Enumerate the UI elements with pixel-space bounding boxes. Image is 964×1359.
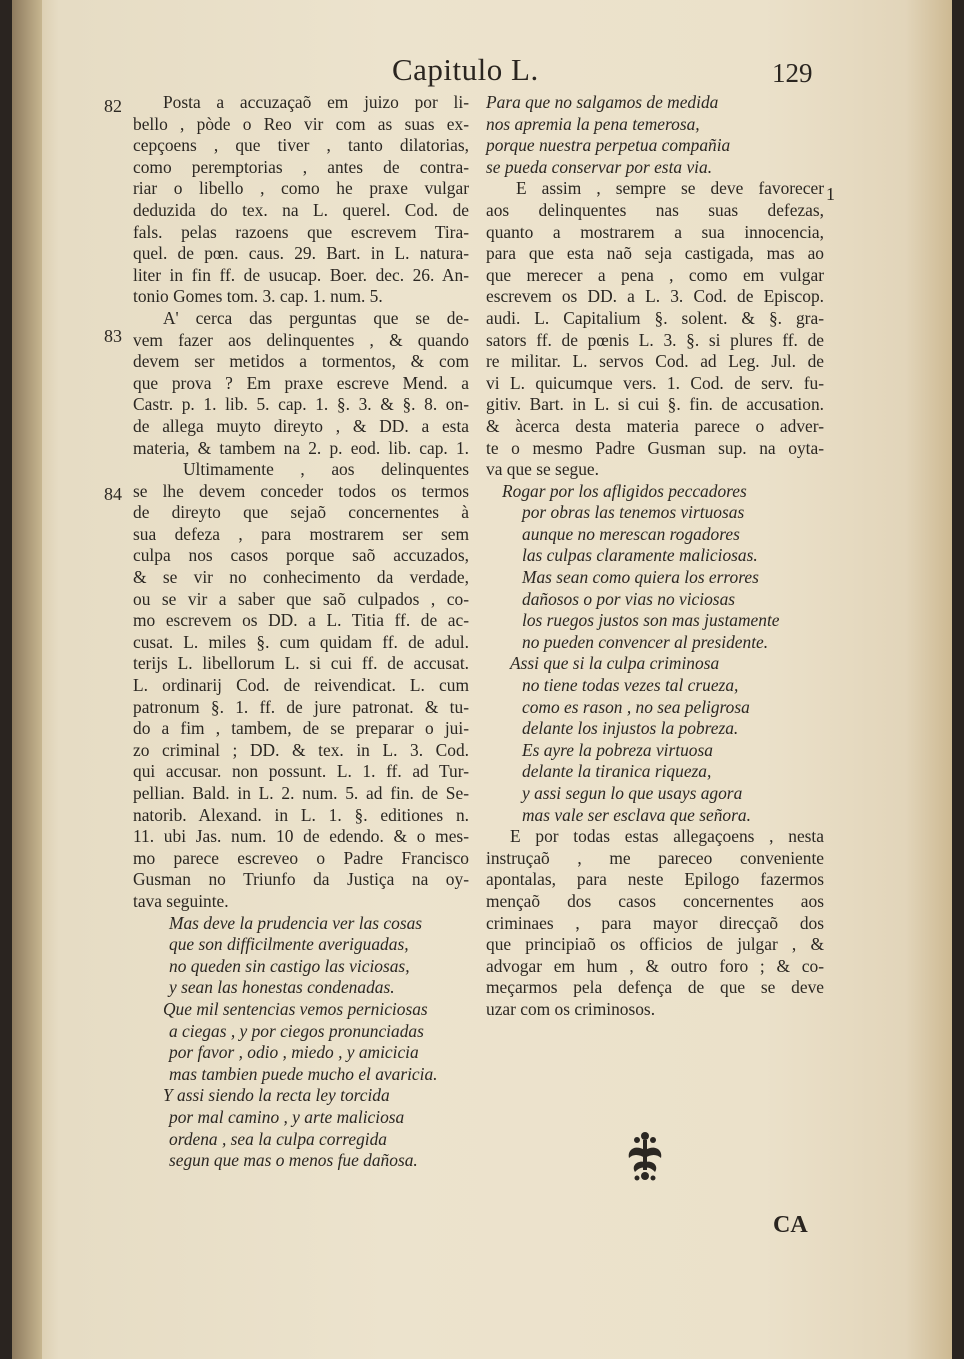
text-line: como peremptorias , antes de contra- [133, 156, 469, 177]
text-line: Ultimamente , aos delinquentes [183, 459, 469, 480]
verse-line: los ruegos justos son mas justamente [522, 610, 780, 631]
verse-line: segun que mas o menos fue dañosa. [169, 1150, 418, 1171]
verse-line: porque nuestra perpetua compañia [486, 135, 731, 156]
text-line: qui accusar. non possunt. L. 1. ff. ad Tur- [133, 761, 469, 782]
text-line: se lhe devem conceder todos os termos [133, 480, 469, 501]
verse-line: a ciegas , y por ciegos pronunciadas [169, 1020, 424, 1041]
verse-line: que son difficilmente averiguadas, [169, 934, 409, 955]
text-line: 11. ubi Jas. num. 10 de edendo. & o mes- [133, 826, 469, 847]
verse-line: las culpas claramente maliciosas. [522, 545, 758, 566]
text-line: de direyto que sejaõ concernentes à [133, 502, 469, 523]
verse-line: aunque no merescan rogadores [522, 523, 740, 544]
text-line: sua defeza , para mostrarem ser sem [133, 523, 469, 544]
text-line: deduzida do tex. na L. querel. Cod. de [133, 199, 469, 220]
verse-line: nos apremia la pena temerosa, [486, 113, 700, 134]
text-line: L. ordinarij Cod. de reivendicat. L. cum [133, 675, 469, 696]
verse-line: Para que no salgamos de medida [486, 92, 719, 112]
text-line: bello , pòde o Reo vir com as suas ex- [133, 113, 469, 134]
verse-line: ordena , sea la culpa corregida [169, 1128, 387, 1149]
verse-line: y sean las honestas condenadas. [169, 977, 395, 998]
text-line: que principiaõ os officios de julgar , & [486, 934, 824, 955]
verse-line: Y assi siendo la recta ley torcida [163, 1085, 390, 1106]
text-line: vem fazer aos delinquentes , & quando [133, 329, 469, 350]
text-line: terijs L. libellorum L. si cui ff. de accusat. [133, 653, 469, 674]
verse-line: Mas sean como quiera los errores [522, 567, 759, 588]
text-line: pellian. Bald. in L. 2. num. 5. ad fin. de Se- [133, 783, 469, 803]
text-line: natorib. Alexand. in L. 1. §. editiones n. [133, 804, 469, 825]
text-line: devem ser metidos a tormentos, & com [133, 351, 469, 372]
text-line: instruçaõ , me pareceo conveniente [486, 847, 824, 868]
text-line: materia, & tambem na 2. p. eod. lib. cap. 1. [133, 437, 469, 458]
right-column [486, 92, 824, 1021]
paragraph-number: 82 [104, 96, 122, 116]
text-line: Posta a accuzaçaõ em juizo por li- [163, 92, 469, 112]
text-line: Gusman no Triunfo da Justiça na oy- [133, 869, 469, 890]
verse-line: delante los injustos la pobreza. [522, 718, 739, 739]
text-line: cepçoens , que tiver , tanto dilatorias, [133, 135, 469, 156]
text-line: & se vir no conhecimento da verdade, [133, 567, 469, 588]
text-line: cusat. L. miles §. cum quidam ff. de adul. [133, 631, 469, 652]
text-line: fals. pelas razoens que escrevem Tira- [133, 221, 469, 242]
text-line: que prova ? Em praxe escreve Mend. a [133, 372, 469, 393]
paragraph-number: 83 [104, 326, 122, 346]
verse-line: Que mil sentencias vemos perniciosas [163, 998, 428, 1019]
verse-line: dañosos o por vias no viciosas [522, 588, 736, 609]
verse-line: no queden sin castigo las viciosas, [169, 955, 410, 976]
text-line: culpa nos casos porque saõ accuzados, [133, 545, 469, 566]
verse-line: Rogar por los afligidos peccadores [502, 480, 747, 501]
verse-line: mas vale ser esclava que señora. [522, 804, 751, 825]
text-line: uzar com os criminosos. [486, 998, 656, 1019]
text-line: te o mesmo Padre Gusman sup. na oyta- [486, 437, 824, 458]
text-line: ou se vir a saber que saõ culpados , co- [133, 588, 469, 609]
verse-line: Es ayre la pobreza virtuosa [522, 739, 713, 760]
text-line: Castr. p. 1. lib. 5. cap. 1. §. 3. & §. 8. on- [133, 394, 469, 415]
text-line: E assim , sempre se deve favorecer [516, 178, 824, 199]
verse-line: se pueda conservar por esta via. [486, 156, 713, 177]
text-line: criminaes , para mayor direcçaõ dos [486, 912, 824, 933]
paragraph-number: 84 [104, 484, 122, 504]
catchword: CA [773, 1212, 808, 1238]
text-line: re militar. L. servos Cod. ad Leg. Jul. de [486, 351, 824, 372]
verse-line: como es rason , no sea peligrosa [522, 696, 750, 717]
text-line: A' cerca das perguntas que se de- [163, 307, 469, 328]
verse-line: mas tambien puede mucho el avaricia. [169, 1063, 438, 1084]
text-line: escrevem os DD. a L. 3. Cod. de Episcop. [486, 286, 824, 307]
text-line: de allega muyto direyto , & DD. a esta [133, 415, 469, 436]
verse-line: Mas deve la prudencia ver las cosas [169, 912, 423, 933]
text-line: vi L. quicumque vers. 1. Cod. de serv. fu- [486, 372, 824, 393]
text-line: advogar em hum , & outro foro ; & co- [486, 955, 824, 976]
text-line: aos delinquentes nas suas defezas, [486, 199, 824, 220]
verse-line: no tiene todas vezes tal crueza, [522, 675, 739, 696]
verse-line: delante la tiranica riqueza, [522, 761, 712, 782]
text-line: do a fim , tambem, de se preparar o jui- [133, 718, 469, 739]
verse-line: y assi segun lo que usays agora [522, 783, 743, 803]
text-line: tava seguinte. [133, 890, 229, 911]
left-column [133, 92, 469, 1172]
text-line: & àcerca desta materia parece o adver- [486, 415, 824, 436]
text-line: patronum §. 1. ff. de jure patronat. & tu- [133, 696, 469, 717]
verse-line: por mal camino , y arte maliciosa [169, 1106, 405, 1127]
fleuron-ornament-icon [617, 1128, 673, 1184]
text-line: que merecer a pena , como em vulgar [486, 264, 824, 285]
verse-line: no pueden convencer al presidente. [522, 631, 769, 652]
text-line: mo escrevem os DD. a L. Titia ff. de ac- [133, 610, 469, 631]
text-line: tonio Gomes tom. 3. cap. 1. num. 5. [133, 286, 383, 307]
text-line: E por todas estas allegaçoens , nesta [510, 826, 824, 847]
text-line: gitiv. Bart. in L. si cui §. fin. de accusation. [486, 394, 824, 415]
text-line: mo parece escreveo o Padre Francisco [133, 847, 469, 868]
verse-line: Assi que si la culpa criminosa [510, 653, 720, 674]
verse-line: por obras las tenemos virtuosas [522, 502, 745, 523]
book-page [12, 0, 952, 1359]
text-line: sators ff. de pœnis L. 3. §. si plures ff. de [486, 329, 824, 350]
text-line: quel. de pœn. caus. 29. Bart. in L. natura- [133, 243, 469, 264]
text-line: meçarmos pela defença de que se deve [486, 977, 824, 998]
text-line: quanto a mostrarem a sua innocencia, [486, 221, 824, 242]
text-line: liter in fin ff. de usucap. Boer. dec. 26. An- [133, 264, 469, 285]
text-line: audi. L. Capitalium §. solent. & §. gra- [486, 307, 824, 328]
text-line: riar o libello , como he praxe vulgar [133, 178, 469, 199]
text-line: zo criminal ; DD. & tex. in L. 3. Cod. [133, 739, 469, 760]
paragraph-number: 1 [826, 184, 835, 204]
text-line: mençaõ dos casos concernentes aos [486, 890, 824, 911]
book-gutter [12, 0, 42, 1359]
verse-line: por favor , odio , miedo , y amicicia [169, 1042, 419, 1063]
page-number: 129 [772, 58, 813, 88]
running-head: Capitulo L. [392, 52, 539, 87]
text-line: apontalas, para neste Epilogo fazermos [486, 869, 824, 890]
text-line: para que esta naõ seja castigada, mas ao [486, 243, 824, 264]
text-line: va que se segue. [486, 459, 599, 480]
